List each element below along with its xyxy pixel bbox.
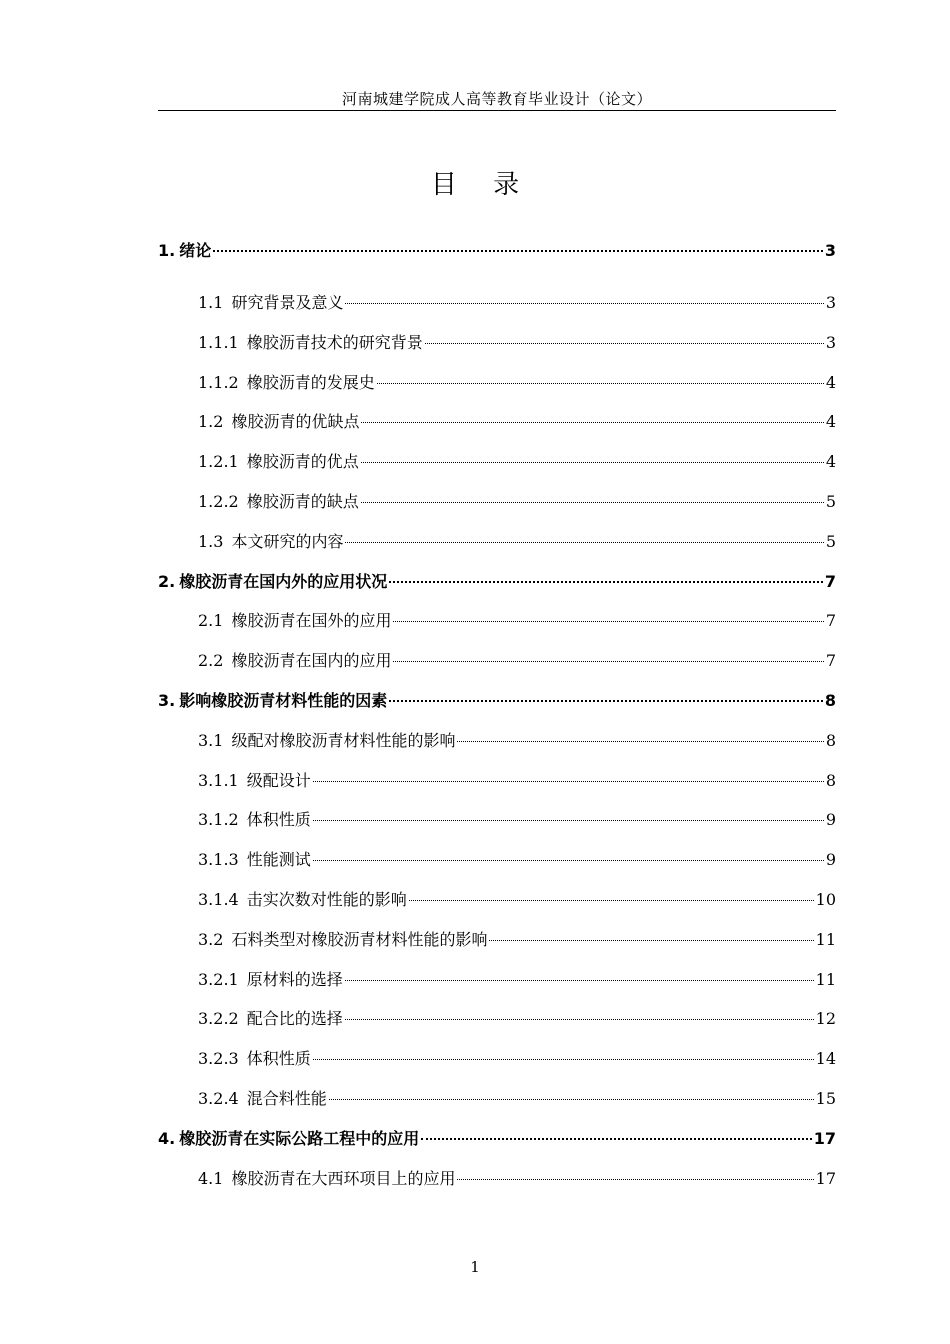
toc-entry-page: 7 — [824, 571, 836, 591]
toc-entry-title: 橡胶沥青在大西环项目上的应用 — [231, 1168, 456, 1188]
toc-entry-number: 1.2.2 — [198, 492, 239, 511]
toc-entry-page: 11 — [815, 929, 836, 949]
toc-chapter-entry[interactable] — [158, 238, 836, 262]
toc-section-entry[interactable] — [198, 1086, 836, 1110]
toc-dot-leader — [313, 860, 824, 861]
toc-dot-leader — [489, 940, 813, 941]
toc-entry-title: 石料类型对橡胶沥青材料性能的影响 — [231, 929, 488, 949]
toc-entry-page: 7 — [825, 611, 836, 631]
toc-section-entry[interactable] — [198, 807, 836, 831]
toc-entry-page: 4 — [825, 412, 836, 432]
toc-entry-page: 14 — [815, 1049, 836, 1069]
toc-section-entry[interactable] — [198, 330, 836, 354]
toc-entry-page: 17 — [815, 1168, 836, 1188]
toc-section-entry[interactable] — [198, 409, 836, 433]
toc-entry-page: 3 — [825, 293, 836, 312]
toc-entry-label — [198, 409, 359, 432]
toc-section-entry[interactable] — [198, 290, 836, 314]
toc-section-entry[interactable] — [198, 529, 836, 553]
toc-chapter-entry[interactable] — [158, 569, 836, 593]
toc-entry-number: 1.1.2 — [198, 372, 239, 392]
toc-dot-leader — [213, 250, 823, 252]
toc-entry-label — [158, 1126, 419, 1149]
toc-dot-leader — [393, 621, 823, 622]
toc-entry-label — [198, 887, 407, 910]
toc-entry-number: 3.1 — [198, 730, 224, 750]
toc-dot-leader — [345, 542, 823, 543]
toc-dot-leader — [457, 741, 823, 742]
toc-section-entry[interactable] — [198, 370, 836, 394]
toc-dot-leader — [457, 1179, 813, 1180]
toc-entry-number: 4. — [158, 1128, 176, 1148]
toc-entry-page: 4 — [825, 372, 836, 392]
toc-entry-page: 3 — [824, 241, 836, 260]
toc-entry-title: 原材料的选择 — [246, 969, 343, 989]
toc-chapter-entry[interactable] — [158, 1126, 836, 1150]
toc-entry-label — [198, 1166, 455, 1189]
toc-dot-leader — [421, 1138, 812, 1140]
toc-entry-number: 3.2.3 — [198, 1049, 239, 1069]
toc-entry-label — [198, 1086, 327, 1109]
toc-entry-label — [198, 489, 359, 512]
toc-entry-label — [198, 768, 311, 791]
toc-entry-page: 17 — [813, 1128, 836, 1148]
toc-entry-number: 3.1.4 — [198, 890, 239, 909]
toc-dot-leader — [393, 661, 823, 662]
toc-dot-leader — [313, 1059, 814, 1060]
toc-dot-leader — [377, 383, 824, 384]
toc-entry-number: 3.2 — [198, 929, 224, 949]
toc-entry-title: 配合比的选择 — [246, 1009, 343, 1029]
toc-entry-title: 本文研究的内容 — [231, 531, 344, 551]
toc-entry-page: 15 — [815, 1089, 836, 1108]
toc-dot-leader — [345, 303, 823, 304]
toc-entry-title: 橡胶沥青在国内的应用 — [231, 651, 392, 671]
page-header: 河南城建学院成人高等教育毕业设计（论文） — [158, 88, 836, 111]
toc-entry-number: 1.3 — [198, 531, 224, 551]
toc-dot-leader — [361, 502, 824, 503]
toc-entry-label — [198, 967, 343, 990]
toc-entry-title: 绪论 — [179, 241, 212, 260]
toc-dot-leader — [345, 980, 814, 981]
toc-dot-leader — [361, 422, 823, 423]
toc-entry-label — [198, 1046, 311, 1069]
toc-dot-leader — [361, 462, 824, 463]
toc-entry-title: 影响橡胶沥青材料性能的因素 — [179, 691, 388, 710]
toc-entry-number: 3.2.1 — [198, 969, 239, 989]
toc-dot-leader — [389, 700, 823, 702]
toc-entry-title: 橡胶沥青的优点 — [246, 452, 359, 472]
toc-entry-label — [198, 330, 423, 353]
toc-entry-label — [198, 1006, 343, 1029]
toc-section-entry[interactable] — [198, 927, 836, 951]
toc-entry-page: 12 — [815, 1009, 836, 1029]
toc-section-entry[interactable] — [198, 728, 836, 752]
toc-section-entry[interactable] — [198, 449, 836, 473]
toc-entry-page: 3 — [825, 332, 836, 352]
toc-entry-number: 3.2.2 — [198, 1009, 239, 1029]
toc-entry-title: 橡胶沥青在国内外的应用状况 — [179, 571, 388, 591]
toc-entry-label — [158, 569, 387, 592]
toc-dot-leader — [329, 1099, 814, 1100]
toc-entry-page: 11 — [815, 969, 836, 989]
toc-entry-title: 体积性质 — [246, 1049, 311, 1069]
toc-entry-page: 8 — [825, 730, 836, 750]
toc-entry-title: 混合料性能 — [246, 1089, 327, 1108]
toc-entry-label — [198, 290, 343, 313]
toc-entry-title: 体积性质 — [246, 810, 311, 830]
toc-entry-number: 3.1.1 — [198, 770, 239, 790]
toc-dot-leader — [389, 581, 823, 583]
toc-entry-number: 1.1.1 — [198, 332, 239, 352]
toc-entry-page: 9 — [825, 810, 836, 830]
toc-entry-title: 橡胶沥青在实际公路工程中的应用 — [179, 1128, 420, 1148]
toc-entry-number: 1.1 — [198, 293, 224, 312]
toc-entry-title: 橡胶沥青的发展史 — [246, 372, 375, 392]
toc-dot-leader — [313, 820, 824, 821]
toc-entry-title: 橡胶沥青在国外的应用 — [231, 611, 392, 631]
toc-section-entry[interactable] — [198, 768, 836, 792]
toc-section-entry[interactable] — [198, 887, 836, 911]
toc-entry-label — [198, 648, 391, 671]
toc-entry-title: 级配设计 — [246, 770, 311, 790]
toc-section-entry[interactable] — [198, 648, 836, 672]
toc-entry-number: 3.2.4 — [198, 1089, 239, 1108]
page-number: 1 — [470, 1258, 480, 1276]
toc-entry-title: 橡胶沥青的缺点 — [246, 492, 359, 511]
toc-entry-label — [198, 847, 311, 870]
toc-section-entry[interactable] — [198, 489, 836, 513]
toc-title: 目 录 — [430, 170, 534, 200]
toc-entry-number: 3.1.2 — [198, 810, 239, 830]
toc-entry-title: 级配对橡胶沥青材料性能的影响 — [231, 730, 456, 750]
toc-dot-leader — [345, 1019, 814, 1020]
toc-entry-page: 7 — [825, 651, 836, 671]
toc-entry-label — [158, 688, 387, 711]
toc-entry-page: 8 — [824, 691, 836, 710]
toc-entry-number: 3. — [158, 691, 176, 710]
toc-entry-label — [198, 370, 375, 393]
toc-entry-label — [198, 449, 359, 472]
toc-entry-number: 2. — [158, 571, 176, 591]
toc-entry-page: 10 — [815, 890, 836, 909]
toc-entry-number: 4.1 — [198, 1168, 224, 1188]
toc-entry-label — [158, 238, 211, 261]
toc-entry-number: 1. — [158, 241, 176, 260]
toc-entry-title: 性能测试 — [246, 850, 311, 870]
toc-dot-leader — [425, 343, 824, 344]
toc-entry-title: 橡胶沥青的优缺点 — [231, 412, 360, 432]
toc-entry-number: 2.2 — [198, 651, 224, 671]
toc-entry-title: 击实次数对性能的影响 — [246, 890, 407, 909]
toc-section-entry[interactable] — [198, 967, 836, 991]
toc-entry-label — [198, 728, 455, 751]
toc-section-entry[interactable] — [198, 608, 836, 632]
toc-dot-leader — [313, 781, 824, 782]
toc-entry-page: 9 — [825, 850, 836, 870]
toc-chapter-entry[interactable] — [158, 688, 836, 712]
toc-entry-label — [198, 927, 487, 950]
toc-section-entry[interactable] — [198, 1166, 836, 1190]
toc-entry-label — [198, 807, 311, 830]
toc-entry-label — [198, 529, 343, 552]
toc-entry-number: 3.1.3 — [198, 850, 239, 870]
toc-entry-page: 5 — [825, 531, 836, 551]
toc-entry-title: 研究背景及意义 — [231, 293, 344, 312]
toc-entry-number: 1.2 — [198, 412, 224, 432]
toc-entry-page: 4 — [825, 452, 836, 472]
toc-entry-page: 8 — [825, 770, 836, 790]
toc-section-entry[interactable] — [198, 1046, 836, 1070]
toc-section-entry[interactable] — [198, 847, 836, 871]
toc-entry-label — [198, 608, 391, 631]
toc-entry-page: 5 — [825, 492, 836, 511]
toc-section-entry[interactable] — [198, 1006, 836, 1030]
toc-entry-title: 橡胶沥青技术的研究背景 — [246, 332, 423, 352]
toc-entry-number: 2.1 — [198, 611, 224, 631]
toc-entry-number: 1.2.1 — [198, 452, 239, 472]
toc-dot-leader — [409, 900, 814, 901]
